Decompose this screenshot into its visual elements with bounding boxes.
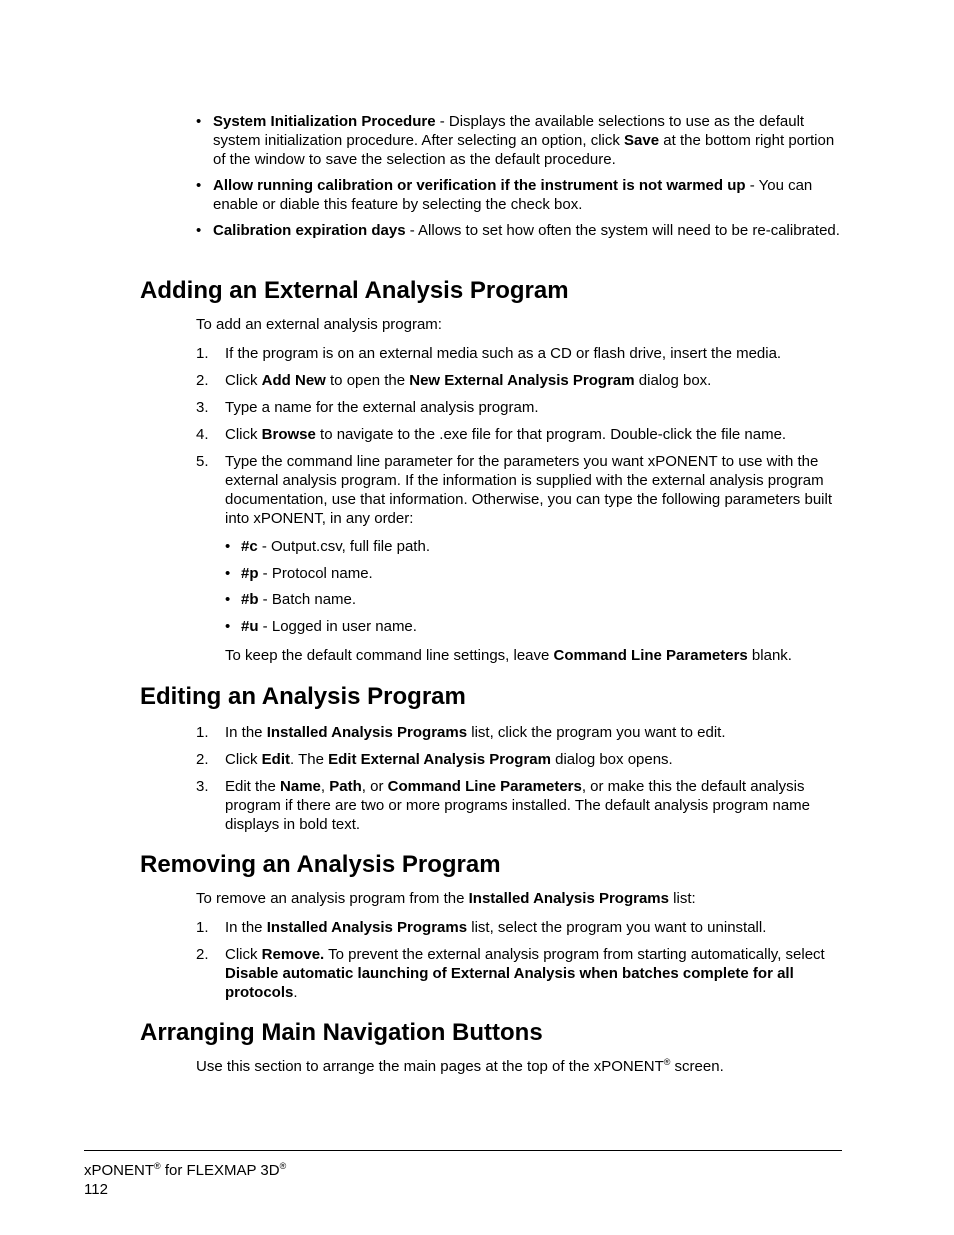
section-heading-arranging: Arranging Main Navigation Buttons <box>140 1019 543 1046</box>
section-intro: To remove an analysis program from the Installed Analysis Programs list: <box>196 890 696 907</box>
list-item: 1. In the Installed Analysis Programs list, click the program you want to edit. <box>196 724 726 741</box>
list-item: • #u - Logged in user name. <box>225 617 844 636</box>
list-item: • Calibration expiration days - Allows to set how often the system will need to be re-calibrated. <box>196 221 844 240</box>
editing-steps-list <box>196 723 844 842</box>
list-item: 4. Click Browse to navigate to the .exe file for that program. Double-click the file name. <box>196 426 787 443</box>
list-item: 2. Click Remove. To prevent the external analysis program from starting automatically, select Disable automatic launching of External Analysis when batches complete for all protocols. <box>196 946 825 1001</box>
adding-steps-list <box>196 344 844 673</box>
list-item: 1. If the program is on an external media such as a CD or flash drive, insert the media. <box>196 345 782 362</box>
list-item: • #p - Protocol name. <box>225 564 844 583</box>
list-item: 2. Click Edit. The Edit External Analysis Program dialog box opens. <box>196 751 673 768</box>
list-item: • Allow running calibration or verification if the instrument is not warmed up - You can enable or diable this feature by selecting the check box. <box>196 176 844 214</box>
list-item: • #c - Output.csv, full file path. <box>225 537 844 556</box>
section-heading-removing: Removing an Analysis Program <box>140 851 501 878</box>
list-item: 5. Type the command line parameter for the parameters you want xPONENT to use with the external analysis program. If the information is supplied with the external analysis program documentation, use that information. Otherwise, you can type the following parameters built into xPONENT, in any order: • #c - Output.csv, full file path. • #p - Protocol name. • #b - Batch name. • #u - Logged in user name. To keep the default command line settings, leave Command Line Parameters blank. <box>196 452 844 665</box>
default-settings-note: To keep the default command line settings, leave Command Line Parameters blank. <box>225 646 792 664</box>
section-heading-adding: Adding an External Analysis Program <box>140 277 569 304</box>
section-heading-editing: Editing an Analysis Program <box>140 683 466 710</box>
section-intro: To add an external analysis program: <box>196 316 442 333</box>
footer-divider <box>84 1150 842 1151</box>
list-item: 1. In the Installed Analysis Programs list, select the program you want to uninstall. <box>196 919 767 936</box>
list-item: 3. Edit the Name, Path, or Command Line Parameters, or make this the default analysis program if there are two or more programs installed. The default analysis program name displays in bold text. <box>196 778 810 833</box>
footer-product-name: xPONENT® for FLEXMAP 3D® <box>84 1161 287 1179</box>
removing-steps-list <box>196 918 844 1010</box>
list-item: 3. Type a name for the external analysis program. <box>196 399 539 416</box>
settings-bullet-list <box>196 112 844 247</box>
list-item: • #b - Batch name. <box>225 590 844 609</box>
section-intro: Use this section to arrange the main pages at the top of the xPONENT® screen. <box>196 1057 724 1075</box>
page-number: 112 <box>84 1181 108 1198</box>
list-item: 2. Click Add New to open the New External Analysis Program dialog box. <box>196 372 712 389</box>
parameter-list <box>225 537 844 636</box>
list-item: • System Initialization Procedure - Displays the available selections to use as the default system initialization procedure. After selecting an option, click Save at the bottom right portion of the window to save the selection as the default procedure. <box>196 112 844 169</box>
